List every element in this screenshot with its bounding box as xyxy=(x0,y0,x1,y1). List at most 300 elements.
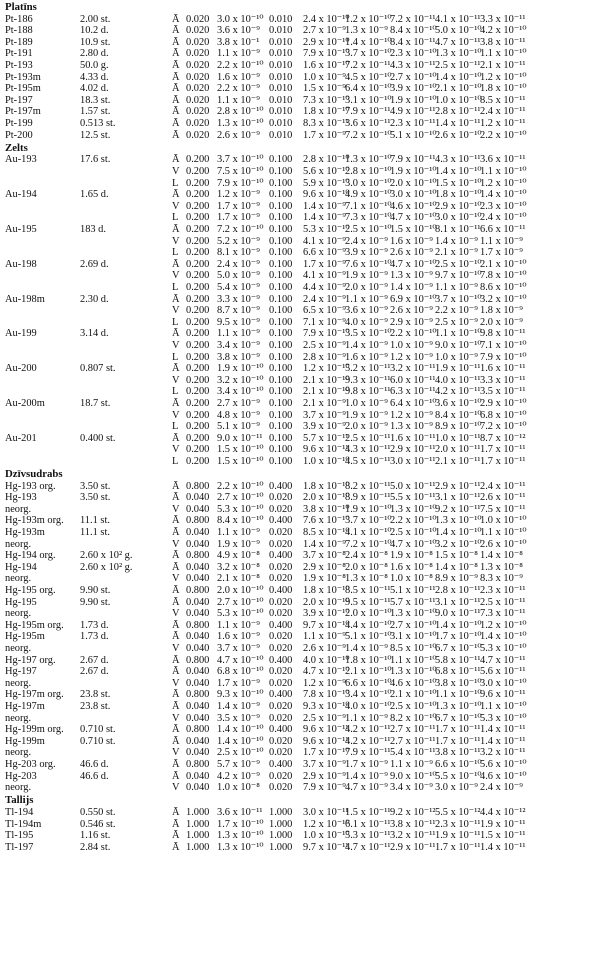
dose-age-5-cell: 1.9 x 10⁻¹⁰ xyxy=(345,503,392,515)
table-row xyxy=(0,236,600,248)
dose-age-1-cell: 2.5 x 10⁻⁹ xyxy=(303,339,346,351)
inhalation-class-cell: Ā xyxy=(172,492,180,504)
dose-age-5-cell: 2.4 x 10⁻⁸ xyxy=(345,550,388,562)
dose-age-1-cell: 9.6 x 10⁻¹¹ xyxy=(303,724,349,736)
dose-age-10-cell: 3.2 x 10⁻¹¹ xyxy=(390,830,436,842)
dose-infant-cell: 3.2 x 10⁻¹⁰ xyxy=(217,374,264,386)
dose-infant-cell: 9.5 x 10⁻⁹ xyxy=(217,316,260,328)
nuclide-cell: Pt-200 xyxy=(5,129,33,141)
dose-age-15-cell: 1.9 x 10⁻¹¹ xyxy=(435,830,481,842)
dose-age-1-cell: 4.7 x 10⁻¹⁰ xyxy=(303,666,350,678)
dose-infant-cell: 1.2 x 10⁻⁹ xyxy=(217,189,260,201)
half-life-cell: 3.50 st. xyxy=(80,492,111,504)
dose-age-10-cell: 1.3 x 10⁻¹⁰ xyxy=(390,666,437,678)
dose-age-15-cell: 3.8 x 10⁻¹⁰ xyxy=(435,677,482,689)
dose-age-15-cell: 3.6 x 10⁻¹⁰ xyxy=(435,397,482,409)
f1-infant-cell: 0.800 xyxy=(186,724,210,736)
dose-age-5-cell: 5.1 x 10⁻¹⁰ xyxy=(345,631,392,643)
table-row xyxy=(0,166,600,178)
dose-age-5-cell: 1.3 x 10⁻⁹ xyxy=(345,25,388,37)
f1-other-cell: 0.100 xyxy=(269,235,293,247)
inhalation-class-cell: Ā xyxy=(172,596,180,608)
nuclide-cell: neorg. xyxy=(5,643,32,654)
dose-adult-cell: 7.2 x 10⁻¹⁰ xyxy=(480,421,527,433)
dose-age-5-cell: 3.7 x 10⁻¹⁰ xyxy=(345,48,392,60)
f1-infant-cell: 0.200 xyxy=(186,351,210,363)
f1-infant-cell: 0.040 xyxy=(186,643,210,654)
f1-infant-cell: 0.800 xyxy=(186,654,210,666)
dose-age-1-cell: 1.8 x 10⁻¹⁰ xyxy=(303,480,350,492)
dose-age-1-cell: 4.4 x 10⁻⁹ xyxy=(303,281,346,293)
dose-infant-cell: 2.2 x 10⁻⁹ xyxy=(217,83,260,95)
dose-adult-cell: 3.8 x 10⁻¹¹ xyxy=(480,36,526,48)
dose-age-15-cell: 1.1 x 10⁻¹⁰ xyxy=(435,328,482,340)
inhalation-class-cell: Ā xyxy=(172,480,180,492)
inhalation-class-cell: Ā xyxy=(172,106,180,118)
f1-other-cell: 0.100 xyxy=(269,421,293,433)
f1-infant-cell: 0.020 xyxy=(186,118,210,129)
f1-other-cell: 0.020 xyxy=(269,538,293,550)
dose-age-1-cell: 9.7 x 10⁻¹⁰ xyxy=(303,619,350,631)
dose-infant-cell: 8.4 x 10⁻¹⁰ xyxy=(217,515,264,527)
table-row xyxy=(0,620,600,632)
dose-age-5-cell: 1.3 x 10⁻⁸ xyxy=(345,573,388,585)
nuclide-cell: Au-198m xyxy=(5,293,45,305)
nuclide-cell: Au-200m xyxy=(5,397,45,409)
f1-infant-cell: 0.800 xyxy=(186,689,210,701)
dose-infant-cell: 3.6 x 10⁻⁹ xyxy=(217,25,260,37)
dose-age-1-cell: 3.7 x 10⁻⁹ xyxy=(303,759,346,770)
f1-other-cell: 0.400 xyxy=(269,724,293,736)
dose-infant-cell: 1.9 x 10⁻¹⁰ xyxy=(217,363,264,375)
table-row xyxy=(0,178,600,190)
dose-infant-cell: 5.0 x 10⁻⁹ xyxy=(217,270,260,282)
f1-infant-cell: 0.040 xyxy=(186,573,210,585)
table-row xyxy=(0,573,600,585)
table-row xyxy=(0,819,600,831)
f1-other-cell: 0.020 xyxy=(269,561,293,573)
dose-age-5-cell: 5.3 x 10⁻¹¹ xyxy=(345,830,391,842)
dose-age-1-cell: 3.9 x 10⁻⁹ xyxy=(303,421,346,433)
f1-other-cell: 0.400 xyxy=(269,759,293,770)
dose-age-15-cell: 1.9 x 10⁻¹¹ xyxy=(435,363,481,375)
table-row xyxy=(0,259,600,271)
dose-age-5-cell: 1.8 x 10⁻¹⁰ xyxy=(345,654,392,666)
inhalation-class-cell: V xyxy=(172,165,180,177)
dose-age-1-cell: 1.7 x 10⁻¹⁰ xyxy=(303,747,350,759)
dose-age-1-cell: 2.8 x 10⁻¹⁰ xyxy=(303,154,350,166)
inhalation-class-cell: V xyxy=(172,200,180,212)
f1-other-cell: 0.400 xyxy=(269,585,293,596)
table-row xyxy=(0,504,600,516)
dose-adult-cell: 4.4 x 10⁻¹² xyxy=(480,806,526,818)
dose-adult-cell: 1.2 x 10⁻¹⁰ xyxy=(480,71,527,83)
f1-infant-cell: 0.800 xyxy=(186,585,210,596)
inhalation-class-cell: Ā xyxy=(172,527,180,538)
dose-age-10-cell: 3.0 x 10⁻¹¹ xyxy=(390,455,436,467)
dose-age-15-cell: 2.0 x 10⁻¹¹ xyxy=(435,444,481,456)
table-row xyxy=(0,247,600,259)
dose-age-1-cell: 7.8 x 10⁻¹⁰ xyxy=(303,689,350,701)
section-title xyxy=(0,469,600,481)
table-row xyxy=(0,60,600,72)
f1-other-cell: 0.010 xyxy=(269,36,293,48)
dose-age-5-cell: 4.7 x 10⁻⁹ xyxy=(345,782,388,794)
f1-other-cell: 0.020 xyxy=(269,527,293,538)
table-row xyxy=(0,515,600,527)
dose-adult-cell: 3.5 x 10⁻¹¹ xyxy=(480,386,526,398)
section-title-text: Zelts xyxy=(5,141,28,154)
inhalation-class-cell: Ā xyxy=(172,735,180,747)
dose-age-1-cell: 1.8 x 10⁻¹⁰ xyxy=(303,106,350,118)
dose-age-1-cell: 9.7 x 10⁻¹¹ xyxy=(303,841,349,853)
dose-age-5-cell: 4.4 x 10⁻¹⁰ xyxy=(345,619,392,631)
dose-age-10-cell: 3.0 x 10⁻¹⁰ xyxy=(390,189,437,201)
dose-age-1-cell: 1.4 x 10⁻⁹ xyxy=(303,212,346,224)
dose-infant-cell: 1.4 x 10⁻¹⁰ xyxy=(217,735,264,747)
dose-age-15-cell: 1.5 x 10⁻⁸ xyxy=(435,550,478,562)
f1-infant-cell: 0.200 xyxy=(186,189,210,201)
f1-infant-cell: 0.200 xyxy=(186,316,210,328)
f1-infant-cell: 0.200 xyxy=(186,339,210,351)
dose-age-5-cell: 3.0 x 10⁻¹⁰ xyxy=(345,177,392,189)
dose-age-1-cell: 4.0 x 10⁻¹⁰ xyxy=(303,654,350,666)
nuclide-cell: neorg. xyxy=(5,573,32,585)
f1-infant-cell: 0.200 xyxy=(186,235,210,247)
dose-infant-cell: 1.0 x 10⁻⁸ xyxy=(217,782,260,794)
dose-infant-cell: 3.4 x 10⁻¹⁰ xyxy=(217,386,264,398)
dose-age-1-cell: 2.1 x 10⁻⁹ xyxy=(303,397,346,409)
dose-age-10-cell: 9.2 x 10⁻¹² xyxy=(390,806,436,818)
dose-age-10-cell: 5.1 x 10⁻¹¹ xyxy=(390,585,436,596)
dose-age-5-cell: 1.4 x 10⁻⁹ xyxy=(345,643,388,654)
dose-adult-cell: 1.3 x 10⁻⁸ xyxy=(480,561,523,573)
dose-adult-cell: 2.1 x 10⁻¹¹ xyxy=(480,60,526,71)
nuclide-cell: Pt-197 xyxy=(5,94,33,106)
f1-infant-cell: 0.040 xyxy=(186,503,210,515)
dose-age-10-cell: 2.3 x 10⁻¹⁰ xyxy=(390,48,437,60)
dose-adult-cell: 2.9 x 10⁻¹⁰ xyxy=(480,397,527,409)
inhalation-class-cell: Ā xyxy=(172,770,180,782)
table-row xyxy=(0,736,600,748)
dose-age-5-cell: 2.4 x 10⁻⁹ xyxy=(345,235,388,247)
dose-age-10-cell: 2.5 x 10⁻¹⁰ xyxy=(390,701,437,712)
dose-age-15-cell: 5.0 x 10⁻¹⁰ xyxy=(435,25,482,37)
dose-age-5-cell: 2.0 x 10⁻¹⁰ xyxy=(345,608,392,620)
dose-age-15-cell: 1.4 x 10⁻¹⁰ xyxy=(435,165,482,177)
table-row xyxy=(0,118,600,130)
dose-age-10-cell: 1.2 x 10⁻⁹ xyxy=(390,409,433,421)
dose-age-10-cell: 2.5 x 10⁻¹⁰ xyxy=(390,527,437,538)
dose-age-1-cell: 1.4 x 10⁻⁹ xyxy=(303,200,346,212)
dose-age-10-cell: 3.9 x 10⁻¹⁰ xyxy=(390,83,437,95)
f1-infant-cell: 0.200 xyxy=(186,270,210,282)
dose-adult-cell: 8.3 x 10⁻⁹ xyxy=(480,573,523,585)
dose-age-1-cell: 5.6 x 10⁻¹⁰ xyxy=(303,165,350,177)
dose-age-15-cell: 4.0 x 10⁻¹¹ xyxy=(435,374,481,386)
f1-other-cell: 0.100 xyxy=(269,386,293,398)
section-title-text: Platīns xyxy=(5,1,37,13)
dose-age-1-cell: 1.7 x 10⁻⁹ xyxy=(303,258,346,270)
nuclide-cell: Pt-197m xyxy=(5,106,41,118)
f1-infant-cell: 0.040 xyxy=(186,770,210,782)
half-life-cell: 1.57 st. xyxy=(80,106,111,118)
f1-other-cell: 0.020 xyxy=(269,608,293,620)
table-row xyxy=(0,608,600,620)
dose-adult-cell: 1.6 x 10⁻¹¹ xyxy=(480,363,526,375)
dose-adult-cell: 1.8 x 10⁻¹⁰ xyxy=(480,83,527,95)
f1-other-cell: 0.100 xyxy=(269,270,293,282)
dose-adult-cell: 3.0 x 10⁻¹⁰ xyxy=(480,677,527,689)
dose-adult-cell: 2.0 x 10⁻⁹ xyxy=(480,316,523,328)
dose-age-1-cell: 2.7 x 10⁻⁹ xyxy=(303,25,346,37)
f1-other-cell: 0.100 xyxy=(269,339,293,351)
dose-age-10-cell: 2.7 x 10⁻¹⁰ xyxy=(390,71,437,83)
f1-other-cell: 0.010 xyxy=(269,71,293,83)
dose-infant-cell: 3.3 x 10⁻⁹ xyxy=(217,293,260,305)
table-row xyxy=(0,689,600,701)
f1-other-cell: 0.100 xyxy=(269,363,293,375)
table-row xyxy=(0,562,600,574)
f1-other-cell: 0.100 xyxy=(269,281,293,293)
half-life-cell: 23.8 st. xyxy=(80,689,111,701)
half-life-cell: 2.60 x 10² g. xyxy=(80,561,133,573)
f1-other-cell: 0.100 xyxy=(269,374,293,386)
table-row xyxy=(0,83,600,95)
dose-age-10-cell: 1.6 x 10⁻¹¹ xyxy=(390,432,436,444)
dose-age-15-cell: 6.7 x 10⁻¹⁰ xyxy=(435,712,482,724)
half-life-cell: 11.1 st. xyxy=(80,527,110,538)
dose-age-10-cell: 2.2 x 10⁻¹⁰ xyxy=(390,515,437,527)
inhalation-class-cell: Ā xyxy=(172,550,180,562)
dose-age-5-cell: 4.3 x 10⁻¹¹ xyxy=(345,444,391,456)
dose-adult-cell: 2.2 x 10⁻¹⁰ xyxy=(480,129,527,141)
dose-age-10-cell: 4.7 x 10⁻¹⁰ xyxy=(390,538,437,550)
inhalation-class-cell: V xyxy=(172,270,180,282)
nuclide-cell: Hg-197 org. xyxy=(5,654,56,666)
half-life-cell: 0.546 st. xyxy=(80,818,116,830)
inhalation-class-cell: Ā xyxy=(172,328,180,340)
dose-age-5-cell: 4.1 x 10⁻¹⁰ xyxy=(345,527,392,538)
dose-adult-cell: 2.3 x 10⁻¹¹ xyxy=(480,585,526,596)
inhalation-class-cell: L xyxy=(172,421,179,433)
half-life-cell: 2.60 x 10² g. xyxy=(80,550,133,562)
f1-other-cell: 0.020 xyxy=(269,492,293,504)
table-row xyxy=(0,130,600,142)
dose-age-10-cell: 3.8 x 10⁻¹¹ xyxy=(390,818,436,830)
dose-infant-cell: 2.6 x 10⁻⁹ xyxy=(217,129,260,141)
dose-age-1-cell: 8.3 x 10⁻¹¹ xyxy=(303,118,349,129)
f1-infant-cell: 0.200 xyxy=(186,455,210,467)
nuclide-cell: Hg-195m org. xyxy=(5,619,64,631)
dose-age-5-cell: 2.8 x 10⁻¹⁰ xyxy=(345,165,392,177)
table-row xyxy=(0,830,600,842)
dose-infant-cell: 1.3 x 10⁻¹⁰ xyxy=(217,841,264,853)
nuclide-cell: Hg-195m xyxy=(5,631,45,643)
dose-age-15-cell: 9.0 x 10⁻¹¹ xyxy=(435,608,481,620)
dose-adult-cell: 3.3 x 10⁻¹¹ xyxy=(480,374,526,386)
dose-age-15-cell: 2.6 x 10⁻¹⁰ xyxy=(435,129,482,141)
table-row xyxy=(0,410,600,422)
dose-age-15-cell: 3.8 x 10⁻¹¹ xyxy=(435,747,481,759)
half-life-cell: 17.6 st. xyxy=(80,154,111,166)
dose-infant-cell: 7.5 x 10⁻¹⁰ xyxy=(217,165,264,177)
dose-age-5-cell: 7.6 x 10⁻¹⁰ xyxy=(345,258,392,270)
f1-infant-cell: 0.020 xyxy=(186,94,210,106)
dose-age-10-cell: 2.9 x 10⁻¹¹ xyxy=(390,841,436,853)
table-row xyxy=(0,527,600,539)
dose-infant-cell: 2.1 x 10⁻⁸ xyxy=(217,573,260,585)
f1-infant-cell: 0.800 xyxy=(186,480,210,492)
f1-infant-cell: 0.020 xyxy=(186,48,210,60)
dose-age-15-cell: 1.3 x 10⁻¹⁰ xyxy=(435,48,482,60)
table-row xyxy=(0,48,600,60)
f1-infant-cell: 0.020 xyxy=(186,60,210,71)
dose-age-5-cell: 7.3 x 10⁻¹⁰ xyxy=(345,212,392,224)
inhalation-class-cell: L xyxy=(172,281,179,293)
dose-adult-cell: 2.4 x 10⁻¹¹ xyxy=(480,480,526,492)
dose-age-1-cell: 1.6 x 10⁻¹⁰ xyxy=(303,60,350,71)
dose-age-10-cell: 3.4 x 10⁻⁹ xyxy=(390,782,433,794)
half-life-cell: 9.90 st. xyxy=(80,596,111,608)
dose-infant-cell: 4.9 x 10⁻⁸ xyxy=(217,550,260,562)
dose-age-15-cell: 2.3 x 10⁻¹¹ xyxy=(435,818,481,830)
table-row xyxy=(0,597,600,609)
dose-age-10-cell: 1.9 x 10⁻⁸ xyxy=(390,550,433,562)
dose-age-10-cell: 8.4 x 10⁻¹⁰ xyxy=(390,25,437,37)
table-row xyxy=(0,444,600,456)
dose-age-15-cell: 8.1 x 10⁻¹¹ xyxy=(435,223,481,235)
dose-age-15-cell: 1.4 x 10⁻⁹ xyxy=(435,235,478,247)
f1-other-cell: 1.000 xyxy=(269,841,293,853)
dose-age-15-cell: 9.2 x 10⁻¹¹ xyxy=(435,503,481,515)
nuclide-cell: Pt-193 xyxy=(5,60,33,71)
nuclide-cell: neorg. xyxy=(5,677,32,689)
inhalation-class-cell: V xyxy=(172,608,180,620)
f1-infant-cell: 0.020 xyxy=(186,25,210,37)
table-row xyxy=(0,37,600,49)
dose-infant-cell: 3.8 x 10⁻¹ xyxy=(217,36,260,48)
table-row xyxy=(0,433,600,445)
dose-adult-cell: 1.1 x 10⁻¹⁰ xyxy=(480,701,527,712)
dose-infant-cell: 2.8 x 10⁻¹⁰ xyxy=(217,106,264,118)
nuclide-cell: Hg-203 org. xyxy=(5,759,56,770)
nuclide-cell: Au-195 xyxy=(5,223,37,235)
inhalation-class-cell: Ā xyxy=(172,71,180,83)
table-row xyxy=(0,456,600,468)
half-life-cell: 3.14 d. xyxy=(80,328,109,340)
half-life-cell: 3.50 st. xyxy=(80,480,111,492)
dose-age-15-cell: 3.0 x 10⁻⁹ xyxy=(435,782,478,794)
dose-age-10-cell: 1.0 x 10⁻⁸ xyxy=(390,573,433,585)
nuclide-cell: Au-194 xyxy=(5,189,37,201)
nuclide-cell: Hg-199m org. xyxy=(5,724,64,736)
section-title xyxy=(0,2,600,14)
dose-age-10-cell: 6.0 x 10⁻¹¹ xyxy=(390,374,436,386)
f1-other-cell: 0.100 xyxy=(269,397,293,409)
f1-other-cell: 0.010 xyxy=(269,13,293,25)
half-life-cell: 4.33 d. xyxy=(80,71,109,83)
f1-infant-cell: 0.800 xyxy=(186,550,210,562)
dose-infant-cell: 1.4 x 10⁻⁹ xyxy=(217,701,260,712)
f1-infant-cell: 0.200 xyxy=(186,363,210,375)
dose-age-5-cell: 9.5 x 10⁻¹¹ xyxy=(345,596,391,608)
dose-age-1-cell: 1.5 x 10⁻⁹ xyxy=(303,83,346,95)
dose-age-15-cell: 2.8 x 10⁻¹¹ xyxy=(435,106,481,118)
inhalation-class-cell: V xyxy=(172,305,180,317)
half-life-cell: 1.73 d. xyxy=(80,631,109,643)
f1-other-cell: 0.010 xyxy=(269,25,293,37)
dose-adult-cell: 6.8 x 10⁻¹⁰ xyxy=(480,409,527,421)
f1-other-cell: 0.100 xyxy=(269,223,293,235)
dose-adult-cell: 2.3 x 10⁻¹⁰ xyxy=(480,200,527,212)
dose-adult-cell: 1.5 x 10⁻¹¹ xyxy=(480,830,526,842)
dose-age-5-cell: 1.4 x 10⁻⁹ xyxy=(345,770,388,782)
dose-age-10-cell: 5.0 x 10⁻¹¹ xyxy=(390,480,436,492)
nuclide-cell: Hg-193 org. xyxy=(5,480,56,492)
dose-adult-cell: 2.4 x 10⁻¹¹ xyxy=(480,106,526,118)
inhalation-class-cell: Ā xyxy=(172,94,180,106)
dose-age-1-cell: 7.1 x 10⁻⁹ xyxy=(303,316,346,328)
dose-infant-cell: 2.5 x 10⁻¹⁰ xyxy=(217,747,264,759)
f1-infant-cell: 0.200 xyxy=(186,247,210,259)
dose-infant-cell: 2.2 x 10⁻¹⁰ xyxy=(217,60,264,71)
inhalation-class-cell: Ā xyxy=(172,397,180,409)
dose-age-5-cell: 1.5 x 10⁻¹¹ xyxy=(345,806,391,818)
table-row xyxy=(0,842,600,854)
dose-age-5-cell: 9.3 x 10⁻¹¹ xyxy=(345,374,391,386)
dose-age-1-cell: 1.2 x 10⁻¹⁰ xyxy=(303,363,350,375)
table-row xyxy=(0,72,600,84)
dose-adult-cell: 3.6 x 10⁻¹¹ xyxy=(480,154,526,166)
half-life-cell: 0.710 st. xyxy=(80,724,116,736)
nuclide-cell: Pt-189 xyxy=(5,36,33,48)
dose-infant-cell: 3.0 x 10⁻¹⁰ xyxy=(217,13,264,25)
dose-age-15-cell: 1.8 x 10⁻¹⁰ xyxy=(435,189,482,201)
dose-age-15-cell: 6.8 x 10⁻¹¹ xyxy=(435,666,481,678)
dose-age-1-cell: 6.5 x 10⁻⁹ xyxy=(303,305,346,317)
dose-adult-cell: 1.2 x 10⁻¹⁰ xyxy=(480,619,527,631)
dose-age-10-cell: 2.6 x 10⁻⁹ xyxy=(390,305,433,317)
table-row xyxy=(0,352,600,364)
dose-infant-cell: 3.4 x 10⁻⁹ xyxy=(217,339,260,351)
f1-infant-cell: 1.000 xyxy=(186,830,210,842)
nuclide-cell: Pt-199 xyxy=(5,118,33,129)
dose-age-10-cell: 5.1 x 10⁻¹⁰ xyxy=(390,129,437,141)
inhalation-class-cell: Ā xyxy=(172,363,180,375)
inhalation-class-cell: V xyxy=(172,374,180,386)
dose-age-15-cell: 3.1 x 10⁻¹¹ xyxy=(435,596,481,608)
dose-age-15-cell: 2.8 x 10⁻¹¹ xyxy=(435,585,481,596)
f1-other-cell: 0.020 xyxy=(269,735,293,747)
dose-age-10-cell: 4.7 x 10⁻¹⁰ xyxy=(390,212,437,224)
nuclide-cell: Hg-193m xyxy=(5,527,45,538)
half-life-cell: 0.550 st. xyxy=(80,806,116,818)
f1-other-cell: 1.000 xyxy=(269,806,293,818)
dose-age-1-cell: 9.3 x 10⁻¹⁰ xyxy=(303,701,350,712)
inhalation-class-cell: Ā xyxy=(172,129,180,141)
inhalation-class-cell: Ā xyxy=(172,806,180,818)
dose-age-1-cell: 2.0 x 10⁻¹⁰ xyxy=(303,596,350,608)
dose-age-1-cell: 4.1 x 10⁻⁹ xyxy=(303,235,346,247)
f1-other-cell: 0.100 xyxy=(269,200,293,212)
f1-other-cell: 1.000 xyxy=(269,818,293,830)
dose-age-15-cell: 4.2 x 10⁻¹¹ xyxy=(435,386,481,398)
nuclide-cell: neorg. xyxy=(5,538,32,550)
dose-age-15-cell: 8.9 x 10⁻¹⁰ xyxy=(435,421,482,433)
f1-other-cell: 0.010 xyxy=(269,129,293,141)
dose-age-5-cell: 3.1 x 10⁻¹⁰ xyxy=(345,94,392,106)
